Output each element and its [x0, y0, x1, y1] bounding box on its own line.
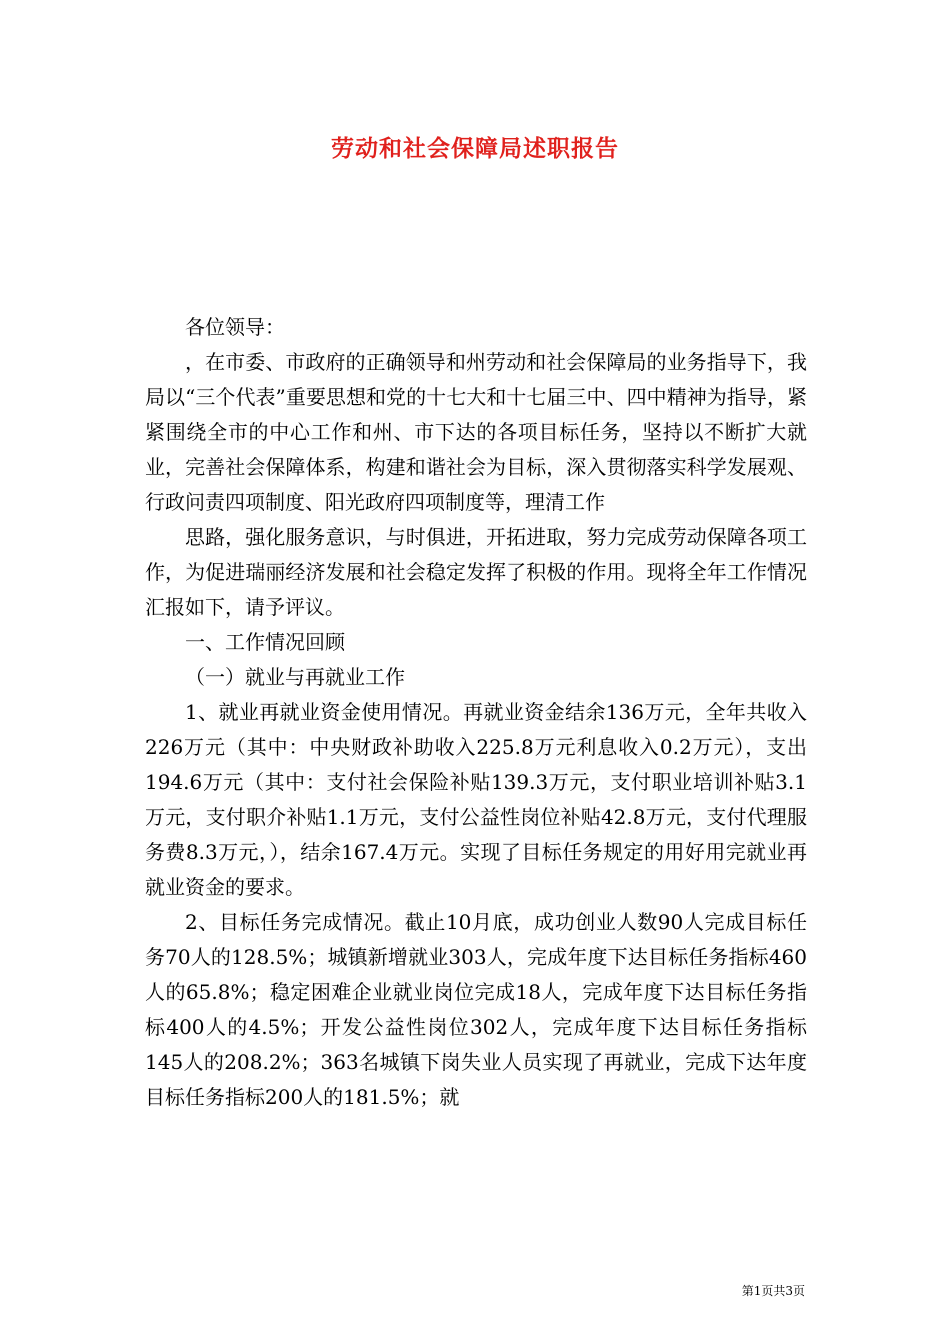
- subsection-heading-1: （一）就业与再就业工作: [185, 665, 405, 689]
- paragraph-intro: ，在市委、市政府的正确领导和州劳动和社会保障局的业务指导下，我局以“三个代表”重要思想和党的十七大和十七届三中、四中精神为指导，紧紧围绕全市的中心工作和州、市下达的各项目标任务，坚持以不断扩大就业，完善社会保障体系，构建和谐社会为目标，深入贯彻落实科学发展观、行政问责四项制度、阳光政府四项制度等，理清工作: [145, 350, 807, 514]
- paragraph-intro-continued: 思路，强化服务意识，与时俱进，开拓进取，努力完成劳动保障各项工作，为促进瑞丽经济发展和社会稳定发挥了积极的作用。现将全年工作情况汇报如下，请予评议。: [145, 525, 807, 619]
- page-indicator: 第1页共3页: [741, 1284, 805, 1298]
- document-title: 劳动和社会保障局述职报告: [331, 135, 619, 162]
- paragraph-salutation: 各位领导：: [185, 315, 285, 339]
- paragraph-funds: 1、就业再就业资金使用情况。再就业资金结余136万元，全年共收入226万元（其中：中央财政补助收入225.8万元利息收入0.2万元），支出194.6万元（其中：支付社会保险补贴139.3万元，支付职业培训补贴3.1万元，支付职介补贴1.1万元，支付公益性岗位补贴42.8万元，支付代理服务费8.3万元，），结余167.4万元。实现了目标任务规定的用好用完就业再就业资金的要求。: [145, 700, 807, 899]
- paragraph-targets: 2、目标任务完成情况。截止10月底，成功创业人数90人完成目标任务70人的128.5%；城镇新增就业303人，完成年度下达目标任务指标460人的65.8%；稳定困难企业就业岗位完成18人，完成年度下达目标任务指标400人的4.5%；开发公益性岗位302人，完成年度下达目标任务指标145人的208.2%；363名城镇下岗失业人员实现了再就业，完成下达年度目标任务指标200人的181.5%；就: [145, 910, 807, 1109]
- section-heading-1: 一、工作情况回顾: [185, 630, 345, 654]
- document-body: [145, 310, 807, 1115]
